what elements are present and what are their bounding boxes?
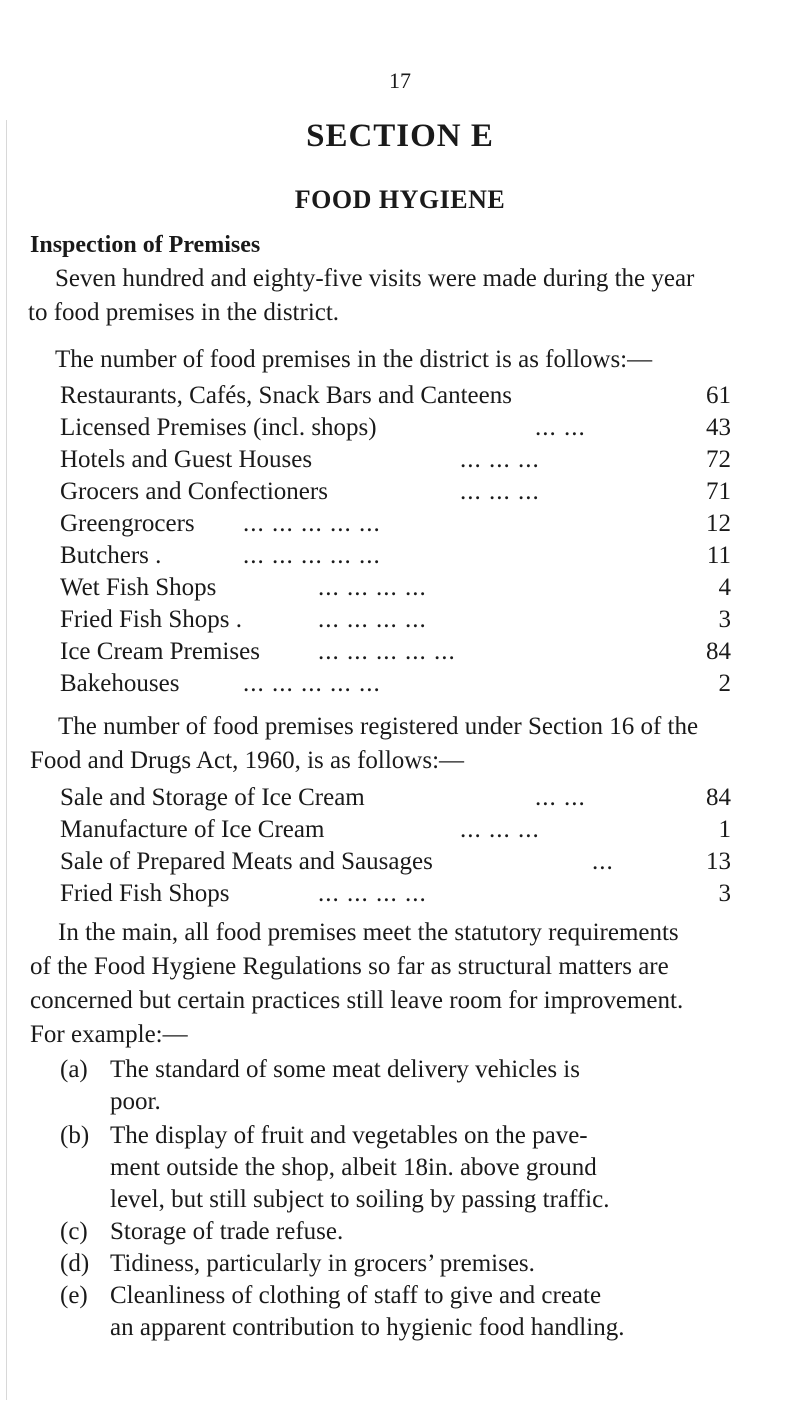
premises-count: 4 (718, 574, 731, 601)
leader-dots: ... ... ... ... ... (318, 638, 456, 665)
item-letter: (e) (60, 1282, 88, 1309)
item-line: Storage of trade refuse. (110, 1218, 344, 1245)
item-line: The display of fruit and vegetables on the pave- (110, 1122, 588, 1149)
premises-count: 71 (706, 478, 731, 505)
main-paragraph-line-3: concerned but certain practices still leave room for improvement. (30, 987, 684, 1014)
leader-dots: ... ... ... (460, 478, 540, 505)
item-letter: (b) (60, 1122, 90, 1149)
registered-label: Sale of Prepared Meats and Sausages (60, 848, 433, 875)
item-line: Tidiness, particularly in grocers’ premises. (110, 1250, 535, 1277)
leader-dots: ... ... ... ... (318, 606, 427, 633)
item-line: ment outside the shop, albeit 18in. above ground (110, 1154, 597, 1181)
premises-count: 84 (706, 638, 731, 665)
premises-count: 12 (706, 510, 731, 537)
item-letter: (d) (60, 1250, 90, 1277)
leader-dots: ... ... ... ... ... (243, 542, 381, 569)
leader-dots: ... ... ... ... ... (243, 510, 381, 537)
item-text (110, 1054, 580, 1118)
leader-dots: ... ... ... ... ... (243, 670, 381, 697)
scan-edge-line (6, 120, 7, 1400)
premises-label: Greengrocers (60, 510, 195, 537)
premises-label: Ice Cream Premises (60, 638, 260, 665)
item-line: The standard of some meat delivery vehicles is (110, 1056, 580, 1083)
premises-count: 3 (718, 606, 731, 633)
leader-dots: ... ... (535, 414, 586, 441)
premises-count: 61 (706, 382, 731, 409)
item-line: an apparent contribution to hygienic food handling. (110, 1314, 625, 1341)
main-paragraph-line-4: For example:— (30, 1021, 188, 1048)
leader-dots: ... ... (535, 784, 586, 811)
item-letter: (c) (60, 1218, 88, 1245)
registered-intro-line-1: The number of food premises registered under Section 16 of the (58, 713, 699, 740)
leader-dots: ... ... ... (460, 446, 540, 473)
leader-dots: ... (592, 848, 614, 875)
premises-label: Fried Fish Shops . (60, 606, 242, 633)
item-text (110, 1248, 535, 1280)
premises-label: Licensed Premises (incl. shops) (60, 414, 377, 441)
inspection-paragraph-line-2: to food premises in the district. (28, 299, 340, 326)
registered-count: 3 (718, 880, 731, 907)
section-subtitle: FOOD HYGIENE (294, 185, 506, 214)
premises-label: Bakehouses (60, 670, 180, 697)
item-text (110, 1280, 624, 1344)
main-paragraph-line-2: of the Food Hygiene Regulations so far as structural matters are (30, 953, 669, 980)
item-text (110, 1216, 343, 1248)
premises-count: 11 (706, 542, 731, 569)
premises-label: Butchers . (60, 542, 162, 569)
item-letter: (a) (60, 1056, 88, 1083)
premises-count: 2 (718, 670, 731, 697)
main-paragraph-line-1: In the main, all food premises meet the statutory requirements (58, 919, 679, 946)
premises-count: 43 (706, 414, 731, 441)
registered-count: 84 (706, 784, 731, 811)
premises-label: Hotels and Guest Houses (60, 446, 313, 473)
registered-label: Fried Fish Shops (60, 880, 230, 907)
inspection-paragraph-line-1: Seven hundred and eighty-five visits were made during the year (55, 265, 695, 292)
registered-intro-line-2: Food and Drugs Act, 1960, is as follows:— (30, 747, 465, 774)
leader-dots: ... ... ... (460, 816, 540, 843)
item-line: level, but still subject to soiling by passing traffic. (110, 1186, 610, 1213)
list-item (60, 1054, 760, 1118)
registered-count: 13 (706, 848, 731, 875)
premises-count: 72 (706, 446, 731, 473)
registered-label: Manufacture of Ice Cream (60, 816, 325, 843)
premises-label: Wet Fish Shops (60, 574, 217, 601)
list-item (60, 1120, 760, 1216)
page-number: 17 (389, 68, 411, 93)
premises-intro: The number of food premises in the district is as follows:— (55, 346, 653, 373)
leader-dots: ... ... ... ... (318, 880, 427, 907)
inspection-heading: Inspection of Premises (30, 232, 261, 258)
registered-count: 1 (718, 816, 731, 843)
leader-dots: ... ... ... ... (318, 574, 427, 601)
premises-label: Restaurants, Cafés, Snack Bars and Canteens (60, 382, 512, 409)
item-line: Cleanliness of clothing of staff to give and create (110, 1282, 602, 1309)
section-title: SECTION E (306, 118, 494, 154)
item-text (110, 1120, 609, 1216)
item-line: poor. (110, 1088, 161, 1115)
registered-label: Sale and Storage of Ice Cream (60, 784, 365, 811)
premises-label: Grocers and Confectioners (60, 478, 328, 505)
